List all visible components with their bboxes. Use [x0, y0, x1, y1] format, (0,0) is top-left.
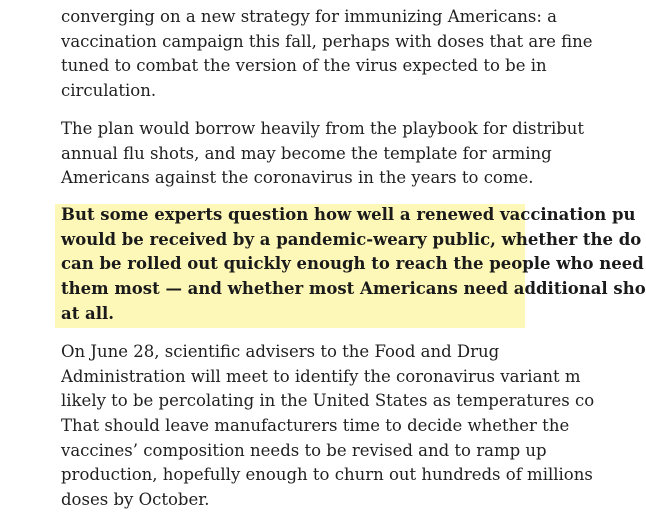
highlighted-text-line: can be rolled out quickly enough to reach the people who need: [61, 254, 644, 274]
text-line: annual flu shots, and may become the template for arming: [61, 143, 552, 163]
highlighted-text-line: But some experts question how well a renewed vaccination pu: [61, 205, 636, 224]
text-line: On June 28, scientific advisers to the Food and Drug: [61, 342, 500, 361]
highlighted-text-line: would be received by a pandemic-weary public, whether the do: [61, 229, 642, 249]
highlighted-text-line: them most — and whether most Americans need additional sho: [61, 279, 646, 299]
text-line: converging on a new strategy for immunizing Americans: a: [61, 7, 558, 26]
paragraph-4: [61, 340, 594, 513]
paragraph-2: [61, 117, 584, 191]
text-line: vaccines’ composition needs to be revised and to ramp up: [61, 440, 547, 460]
text-line: vaccination campaign this fall, perhaps with doses that are fine: [61, 31, 593, 51]
text-line: likely to be percolating in the United States as temperatures co: [61, 391, 595, 411]
text-line: circulation.: [61, 81, 157, 101]
paragraph-1: [61, 5, 593, 104]
text-line: doses by October.: [61, 490, 210, 510]
text-line: The plan would borrow heavily from the playbook for distribut: [61, 119, 585, 138]
text-line: That should leave manufacturers time to decide whether the: [61, 416, 570, 436]
text-line: tuned to combat the version of the virus expected to be in: [61, 56, 547, 76]
highlighted-text-line: at all.: [61, 303, 115, 323]
text-line: Americans against the coronavirus in the years to come.: [61, 168, 534, 188]
text-line: production, hopefully enough to churn out hundreds of millions: [61, 465, 593, 485]
text-line: Administration will meet to identify the coronavirus variant m: [61, 366, 581, 386]
highlighted-paragraph[interactable]: [61, 203, 646, 326]
